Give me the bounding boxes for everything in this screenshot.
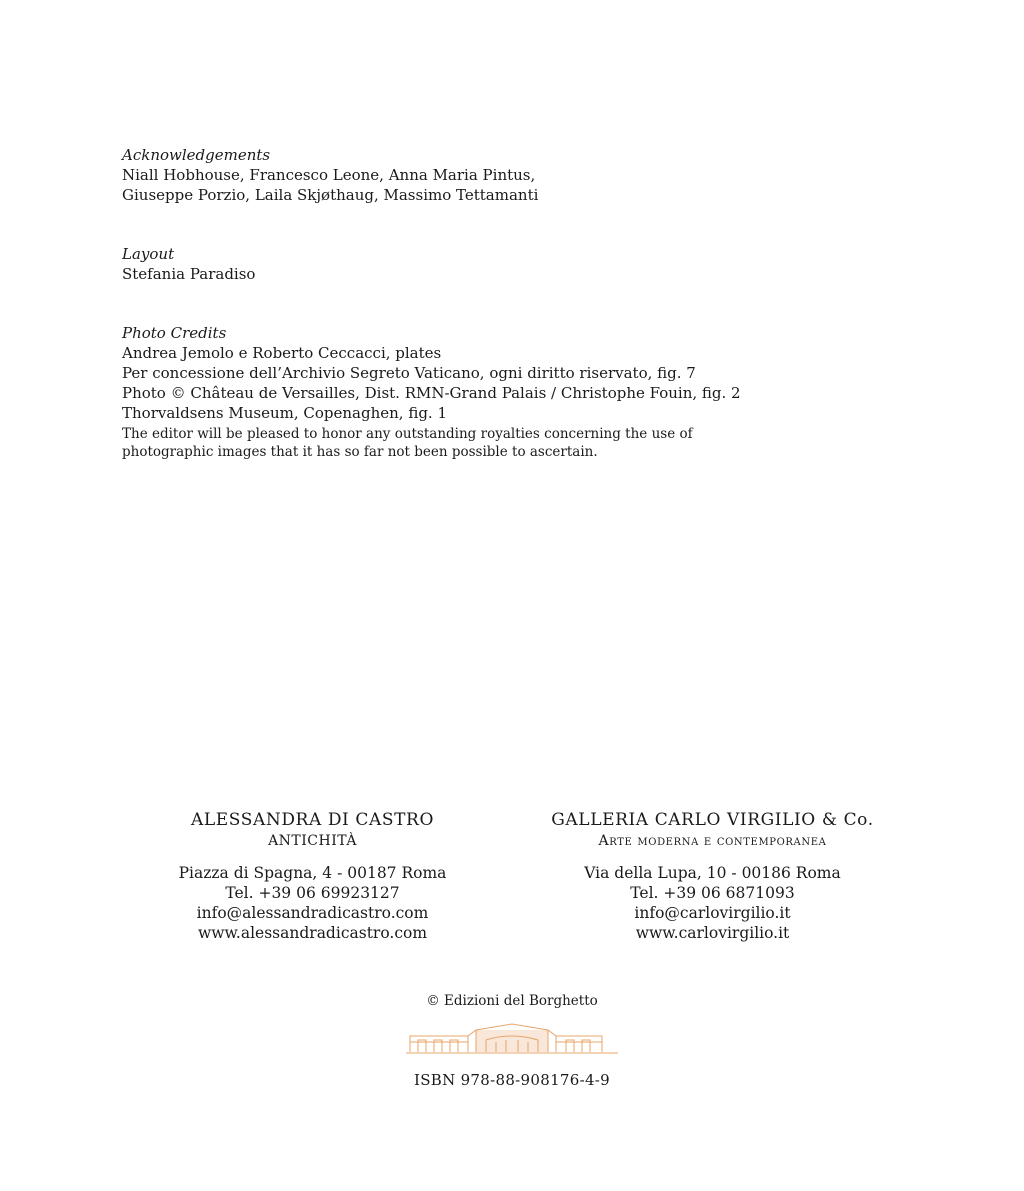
gallery-address: Piazza di Spagna, 4 - 00187 Roma (178, 864, 447, 882)
photo-credit-line: Photo © Château de Versailles, Dist. RMN-Grand Palais / Christophe Fouin, fig. 2 (122, 384, 741, 402)
acknowledgements-line: Giuseppe Porzio, Laila Skjøthaug, Massimo Tettamanti (122, 186, 539, 204)
photo-credits-block (122, 323, 742, 461)
gallery-website: www.carlovirgilio.it (635, 924, 790, 942)
gallery-name: GALLERIA CARLO VIRGILIO & Co. (551, 810, 874, 830)
gallery-address: Via della Lupa, 10 - 00186 Roma (584, 864, 841, 882)
acknowledgements-block (122, 145, 742, 205)
borghetto-building-logo-icon (406, 1020, 618, 1056)
gallery-di-castro (140, 809, 485, 943)
gallery-carlo-virgilio (540, 809, 885, 943)
layout-block (122, 244, 742, 284)
acknowledgements-line: Niall Hobhouse, Francesco Leone, Anna Maria Pintus, (122, 166, 536, 184)
royalties-note-line: The editor will be pleased to honor any outstanding royalties concerning the use of (122, 426, 693, 442)
isbn: ISBN 978-88-908176-4-9 (413, 1071, 611, 1089)
photo-credit-line: Andrea Jemolo e Roberto Ceccacci, plates (122, 344, 442, 362)
gallery-phone: Tel. +39 06 6871093 (630, 884, 795, 902)
gallery-subtitle: Arte moderna e contemporanea (598, 833, 827, 849)
royalties-note-line: photographic images that it has so far not been possible to ascertain. (122, 444, 598, 460)
photo-credit-line: Per concessione dell’Archivio Segreto Vaticano, ogni diritto riservato, fig. 7 (122, 364, 696, 382)
acknowledgements-label: Acknowledgements (122, 146, 271, 164)
credits-section (122, 145, 742, 500)
gallery-name: ALESSANDRA DI CASTRO (191, 810, 434, 830)
photo-credit-line: Thorvaldsens Museum, Copenaghen, fig. 1 (122, 404, 448, 422)
photo-credits-label: Photo Credits (122, 324, 227, 342)
royalties-note (122, 425, 742, 461)
gallery-subtitle: ANTICHITÀ (268, 833, 357, 849)
publisher-footer (0, 992, 1024, 1090)
gallery-email: info@alessandradicastro.com (196, 904, 429, 922)
layout-label: Layout (122, 245, 175, 263)
gallery-phone: Tel. +39 06 69923127 (225, 884, 400, 902)
gallery-website: www.alessandradicastro.com (197, 924, 428, 942)
gallery-email: info@carlovirgilio.it (634, 904, 791, 922)
copyright-notice: © Edizioni del Borghetto (426, 993, 598, 1009)
layout-line: Stefania Paradiso (122, 265, 256, 283)
